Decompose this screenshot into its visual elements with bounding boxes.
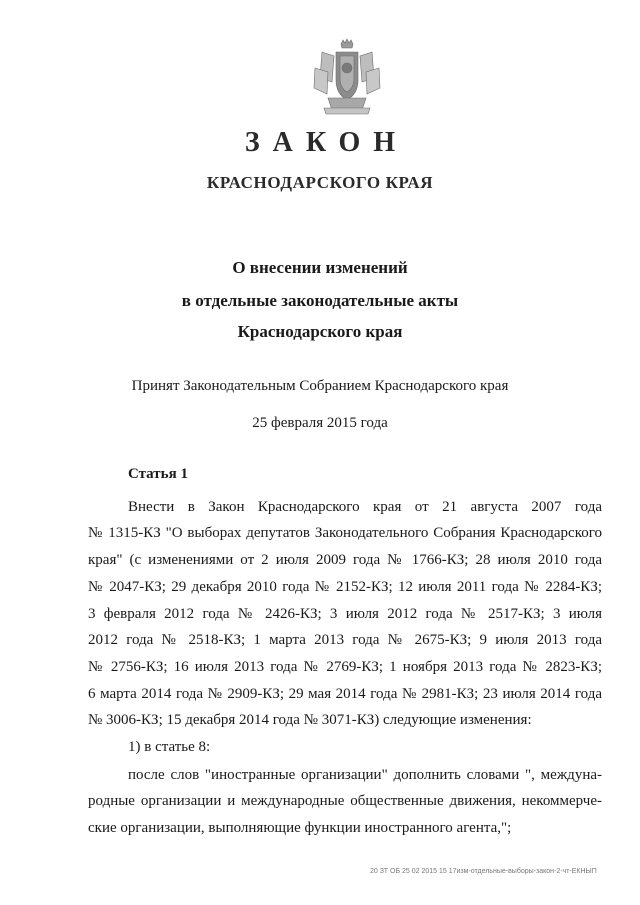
law-title: ЗАКОН	[244, 127, 409, 158]
article-line: после слов "иностранные организации" дополнить словами ", междуна-	[128, 767, 602, 783]
article-heading: Статья 1	[128, 466, 188, 482]
article-line: 6 марта 2014 года № 2909-КЗ; 29 мая 2014 года № 2981-КЗ; 23 июля 2014 года	[88, 686, 602, 702]
file-reference: 20 ЗТ ОБ 25 02 2015 15 17изм-отдельные-выборы-закон-2-чт-ЕКНЫП	[370, 868, 597, 875]
adopted-by: Принят Законодательным Собранием Краснодарского края	[131, 378, 509, 394]
adoption-date: 25 февраля 2015 года	[252, 415, 388, 431]
article-line: № 1315-КЗ "О выборах депутатов Законодательного Собрания Краснодарского	[88, 525, 602, 541]
article-line: № 2047-КЗ; 29 декабря 2010 года № 2152-КЗ; 12 июля 2011 года № 2284-КЗ;	[88, 579, 602, 595]
region-title: КРАСНОДАРСКОГО КРАЯ	[206, 173, 434, 192]
article-line: № 2756-КЗ; 16 июля 2013 года № 2769-КЗ; 1 ноября 2013 года № 2823-КЗ;	[88, 659, 602, 675]
subject-line-1: О внесении изменений	[232, 258, 408, 277]
article-line: 2012 года № 2518-КЗ; 1 марта 2013 года № 2675-КЗ; 9 июля 2013 года	[88, 632, 602, 648]
article-line: № 3006-КЗ; 15 декабря 2014 года № 3071-КЗ) следующие изменения:	[88, 712, 532, 728]
article-line: родные организации и международные общественные движения, некоммерче-	[88, 793, 602, 809]
article-line: 1) в статье 8:	[128, 739, 211, 755]
article-line: ские организации, выполняющие функции иностранного агента,";	[88, 820, 512, 836]
article-line: Внести в Закон Краснодарского края от 21 августа 2007 года	[128, 499, 602, 515]
article-line: 3 февраля 2012 года № 2426-КЗ; 3 июля 2012 года № 2517-КЗ; 3 июля	[88, 606, 602, 622]
article-line: края" (с изменениями от 2 июля 2009 года № 1766-КЗ; 28 июля 2010 года	[88, 552, 602, 568]
subject-line-2: в отдельные законодательные акты	[181, 291, 459, 310]
coat-of-arms-icon	[312, 38, 382, 116]
subject-line-3: Краснодарского края	[237, 322, 403, 341]
